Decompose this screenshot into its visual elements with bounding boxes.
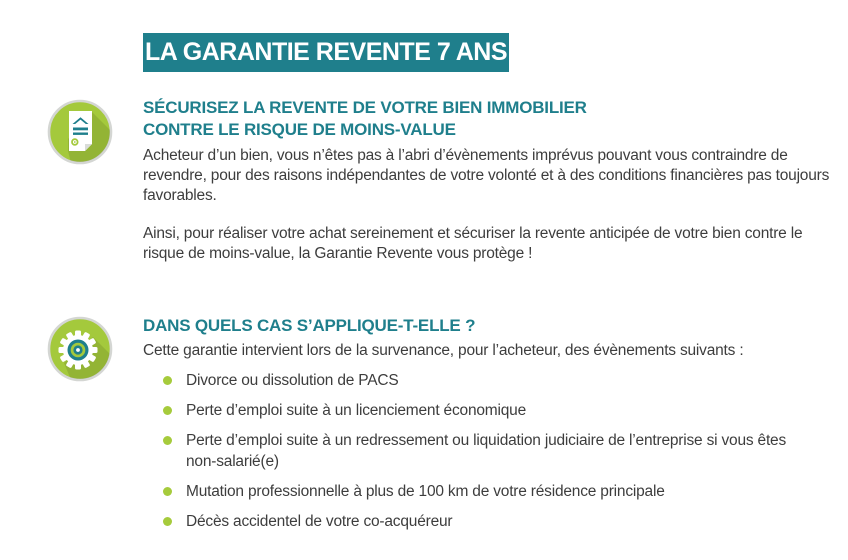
bullet-dot [163,487,172,496]
list-item [163,511,823,532]
bullet-dot [163,406,172,415]
bullet-text: Perte d’emploi suite à un redressement ou liquidation judiciaire de l’entreprise si vous êtes non-salarié(e) [186,432,787,470]
page-title: LA GARANTIE REVENTE 7 ANS [144,38,508,66]
heading-line-2: CONTRE LE RISQUE DE MOINS-VALUE [143,120,456,139]
paragraph-cases-intro: Cette garantie intervient lors de la survenance, pour l’acheteur, des évènements suivants : [143,342,744,359]
bullet-dot [163,517,172,526]
cases-bullet-list [163,370,823,541]
bullet-dot [163,436,172,445]
section-heading-resale [143,97,587,141]
bullet-text: Divorce ou dissolution de PACS [186,372,399,389]
gear-icon [47,316,113,382]
title-banner [143,33,509,72]
paragraph-resale-1: Acheteur d’un bien, vous n’êtes pas à l’abri d’évènements imprévus pouvant vous contraindre de revendre, pour des raisons indépendantes de votre volonté et à des conditions financières pas toujours favorables. [143,147,830,204]
bullet-text: Mutation professionnelle à plus de 100 km de votre résidence principale [186,483,665,500]
house-document-icon [47,99,113,165]
bullet-dot [163,376,172,385]
paragraph-resale-2: Ainsi, pour réaliser votre achat sereinement et sécuriser la revente anticipée de votre bien contre le risque de moins-value, la Garantie Revente vous protège ! [143,225,803,262]
bullet-text: Décès accidentel de votre co-acquéreur [186,513,453,530]
bullet-text: Perte d’emploi suite à un licenciement économique [186,402,527,419]
list-item [163,430,823,472]
list-item [163,481,823,502]
heading-line-1: SÉCURISEZ LA REVENTE DE VOTRE BIEN IMMOBILIER [143,98,587,117]
list-item [163,370,823,391]
section-heading-cases: DANS QUELS CAS S’APPLIQUE-T-ELLE ? [143,316,476,335]
list-item [163,400,823,421]
